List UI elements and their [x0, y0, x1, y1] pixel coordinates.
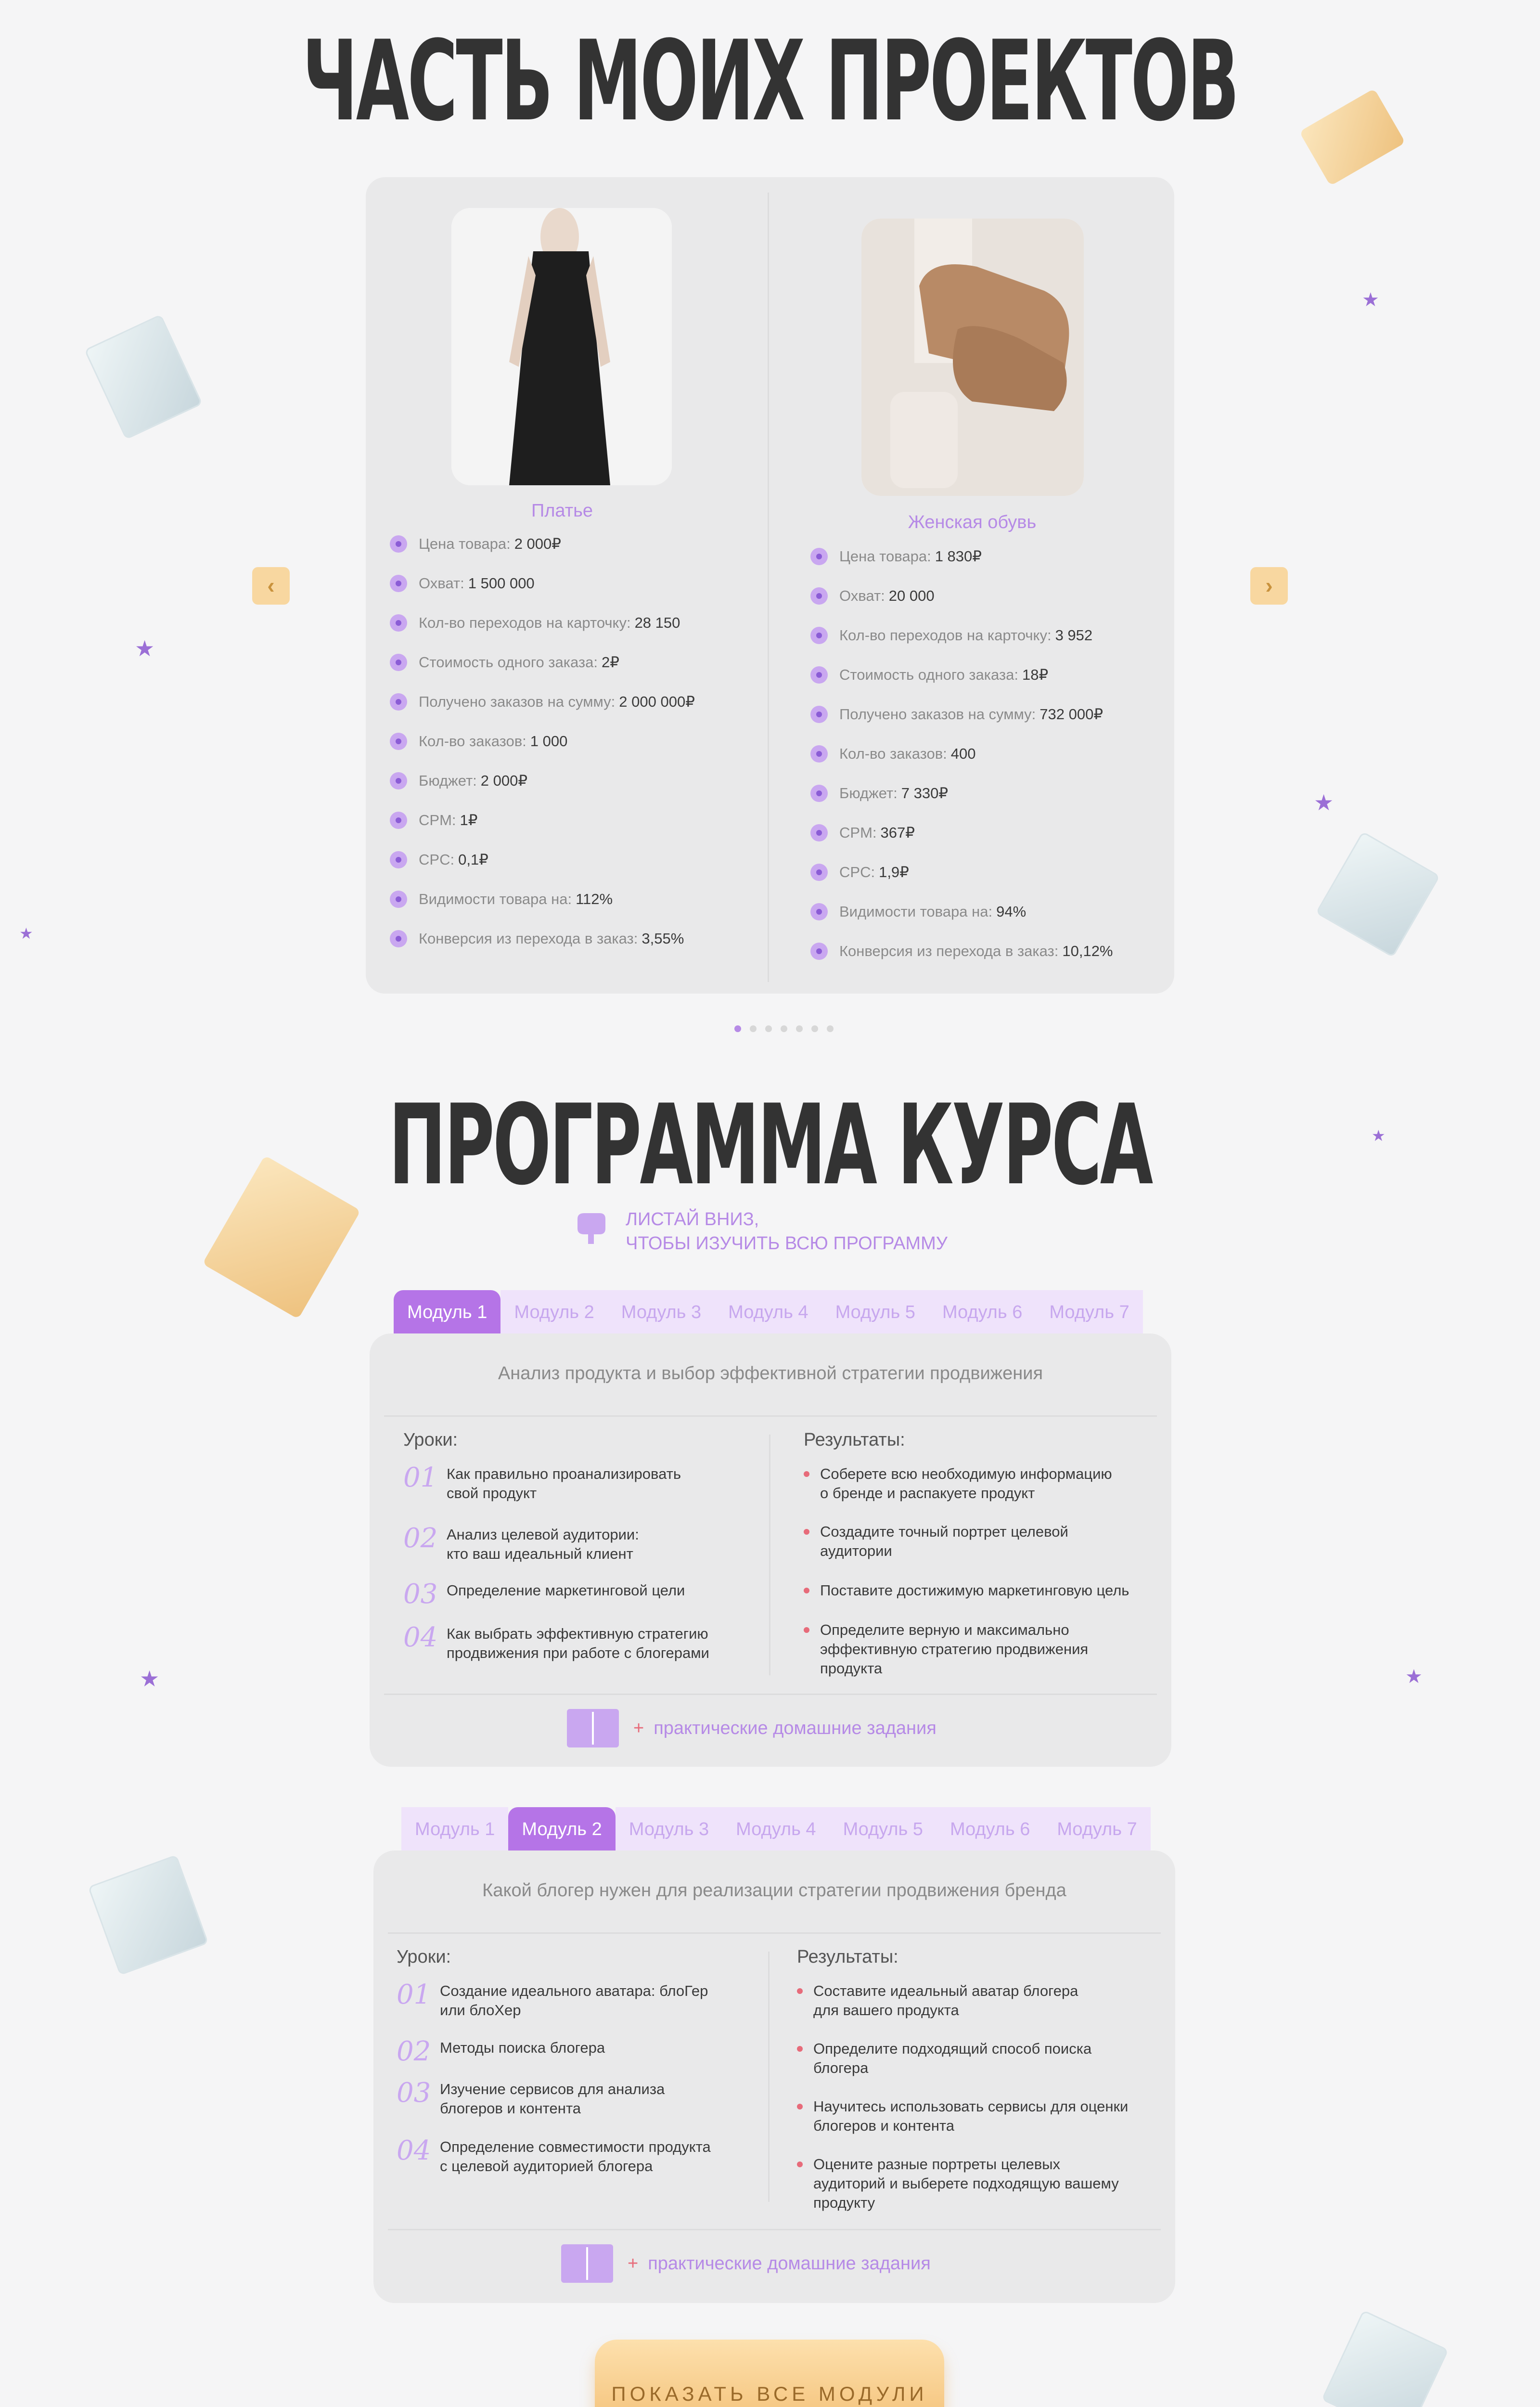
stat-row	[810, 943, 1113, 960]
stat-row	[390, 930, 684, 947]
result-text: Создадите точный портрет целевой	[820, 1523, 1068, 1540]
star-icon: ★	[140, 1666, 160, 1691]
result-text: Определите подходящий способ поиска	[813, 2040, 1092, 2057]
stat-value: 2 000₽	[514, 535, 562, 552]
lesson-text: Создание идеального аватара: блоГер	[440, 1982, 708, 1999]
result-text: Составите идеальный аватар блогера	[813, 1982, 1078, 1999]
stat-value: 28 150	[634, 614, 680, 631]
lesson-text: Как правильно проанализировать	[447, 1465, 681, 1482]
dress-photo	[451, 208, 672, 485]
stat-value: 20 000	[888, 587, 935, 604]
stat-label: CPM:	[839, 824, 877, 841]
carousel-dot[interactable]	[781, 1025, 787, 1032]
lesson-number: 03	[403, 1579, 438, 1610]
stat-value: 94%	[996, 903, 1027, 920]
result-text: о бренде и распакуете продукт	[820, 1485, 1035, 1501]
result-text: блогеров и контента	[813, 2117, 954, 2134]
lessons-heading: Уроки:	[403, 1430, 458, 1450]
hint-line: ЧТОБЫ ИЗУЧИТЬ ВСЮ ПРОГРАММУ	[626, 1233, 948, 1254]
visibility-icon	[390, 891, 407, 908]
module-card-1	[370, 1333, 1171, 1767]
result-item	[797, 2039, 1091, 2078]
lesson-text: Определение совместимости продукта	[440, 2138, 711, 2155]
stat-value: 400	[950, 745, 976, 762]
stat-value: 1 830₽	[935, 548, 982, 565]
lesson-item	[397, 2077, 665, 2118]
revenue-icon	[810, 706, 828, 723]
lesson-text: продвижения при работе с блогерами	[447, 1644, 709, 1661]
stat-row	[390, 693, 695, 711]
stat-row	[390, 733, 567, 750]
revenue-icon	[390, 693, 407, 711]
stat-label: Цена товара:	[419, 535, 511, 552]
tab-module-7[interactable]: Модуль 7	[1043, 1807, 1150, 1851]
cpm-icon	[390, 812, 407, 829]
stat-label: Цена товара:	[839, 548, 931, 565]
tab-module-2[interactable]: Модуль 2	[500, 1290, 607, 1334]
reach-icon	[390, 575, 407, 592]
money-roll-image	[88, 1854, 208, 1975]
divider	[388, 1932, 1161, 1934]
stat-value: 112%	[576, 891, 613, 907]
stat-row	[390, 891, 613, 908]
lesson-number: 02	[403, 1523, 438, 1554]
stat-row	[390, 654, 619, 671]
result-item	[797, 2097, 1128, 2135]
lesson-item	[403, 1525, 639, 1564]
money-roll-image	[84, 314, 203, 440]
tab-module-6[interactable]: Модуль 6	[937, 1807, 1043, 1851]
stat-label: Видимости товара на:	[419, 891, 572, 907]
result-text: для вашего продукта	[813, 2002, 959, 2019]
stat-value: 1,9₽	[879, 864, 909, 880]
lesson-number: 04	[403, 1622, 438, 1653]
star-icon: ★	[1362, 289, 1379, 311]
result-text: эффективную стратегию продвижения	[820, 1641, 1089, 1657]
homework-label: практические домашние задания	[654, 1718, 937, 1738]
stat-label: CPM:	[419, 812, 456, 828]
cpc-icon	[390, 851, 407, 868]
plus-sign: +	[628, 2253, 639, 2274]
visibility-icon	[810, 903, 828, 920]
stat-row	[810, 864, 909, 881]
star-icon: ★	[135, 636, 155, 661]
result-text: Определите верную и максимально	[820, 1621, 1069, 1638]
projects-divider	[768, 193, 769, 982]
stat-label: Кол-во переходов на карточку:	[419, 614, 631, 631]
stat-value: 3 952	[1055, 627, 1093, 644]
hint-line: ЛИСТАЙ ВНИЗ,	[626, 1209, 759, 1229]
module-tabs-2	[401, 1807, 1151, 1851]
result-item	[804, 1464, 1112, 1503]
stat-value: 732 000₽	[1040, 706, 1104, 723]
money-roll-image	[1322, 2310, 1449, 2407]
stat-row	[810, 666, 1048, 684]
result-item	[804, 1581, 1129, 1600]
result-item	[804, 1620, 1088, 1678]
result-text: продукту	[813, 2194, 875, 2211]
stat-value: 3,55%	[642, 930, 684, 947]
lesson-number: 03	[397, 2077, 431, 2109]
stat-row	[810, 627, 1092, 644]
stat-label: Охват:	[419, 575, 464, 592]
stat-label: Получено заказов на сумму:	[839, 706, 1036, 723]
lesson-item	[397, 1981, 708, 2020]
divider	[384, 1415, 1157, 1417]
order-cost-icon	[390, 654, 407, 671]
results-heading: Результаты:	[804, 1430, 905, 1450]
divider	[384, 1694, 1157, 1695]
homework-row	[561, 2244, 931, 2283]
star-icon: ★	[1372, 1127, 1386, 1144]
stat-value: 2 000₽	[480, 772, 528, 789]
stat-label: CPC:	[839, 864, 875, 880]
result-text: Поставите достижимую маркетинговую цель	[820, 1582, 1129, 1599]
results-heading: Результаты:	[797, 1947, 898, 1967]
clicks-icon	[810, 627, 828, 644]
tab-module-4[interactable]: Модуль 4	[722, 1807, 829, 1851]
stat-value: 1₽	[460, 812, 478, 828]
stat-value: 1 500 000	[468, 575, 535, 592]
tab-module-5[interactable]: Модуль 5	[830, 1807, 937, 1851]
stat-label: Бюджет:	[419, 772, 477, 789]
carousel-dot-active[interactable]	[734, 1025, 741, 1032]
carousel-dot[interactable]	[811, 1025, 818, 1032]
stat-label: Кол-во заказов:	[419, 733, 526, 750]
stat-label: Стоимость одного заказа:	[419, 654, 598, 671]
result-text: Научитесь использовать сервисы для оценки	[813, 2098, 1129, 2115]
tab-module-3[interactable]: Модуль 3	[616, 1807, 722, 1851]
price-icon	[810, 548, 828, 565]
lesson-text: кто ваш идеальный клиент	[447, 1545, 633, 1562]
stat-row	[390, 575, 535, 592]
stat-row	[810, 785, 948, 802]
lesson-item	[397, 2038, 605, 2065]
result-text: аудиторий и выберете подходящую вашему	[813, 2175, 1119, 2192]
carousel-next-button[interactable]: ›	[1250, 567, 1288, 605]
divider	[769, 1435, 770, 1675]
stat-label: Бюджет:	[839, 785, 898, 802]
tab-module-7[interactable]: Модуль 7	[1036, 1290, 1142, 1334]
lesson-number: 04	[397, 2135, 431, 2166]
lesson-text: Как выбрать эффективную стратегию	[447, 1625, 708, 1642]
carousel-pagination	[734, 1025, 834, 1032]
stat-label: Конверсия из перехода в заказ:	[419, 930, 638, 947]
carousel-dot[interactable]	[827, 1025, 834, 1032]
star-icon: ★	[19, 925, 33, 942]
tab-module-4[interactable]: Модуль 4	[715, 1290, 821, 1334]
order-cost-icon	[810, 666, 828, 684]
stat-value: 7 330₽	[901, 785, 949, 802]
tab-module-1[interactable]: Модуль 1	[401, 1807, 508, 1851]
stat-value: 0,1₽	[458, 851, 488, 868]
star-icon: ★	[1405, 1666, 1423, 1687]
product-name-shoes: Женская обувь	[908, 512, 1037, 532]
stat-value: 367₽	[880, 824, 915, 841]
show-all-modules-button[interactable]: ПОКАЗАТЬ ВСЕ МОДУЛИ	[595, 2340, 944, 2407]
lesson-text: или блоХер	[440, 2002, 521, 2019]
result-text: блогера	[813, 2059, 869, 2076]
stat-value: 2 000 000₽	[619, 693, 695, 710]
lesson-text: с целевой аудиторией блогера	[440, 2158, 653, 2174]
divider	[768, 1952, 770, 2202]
cpm-icon	[810, 824, 828, 841]
stat-label: Стоимость одного заказа:	[839, 666, 1018, 683]
tab-module-6[interactable]: Модуль 6	[929, 1290, 1036, 1334]
lesson-number: 01	[403, 1462, 438, 1493]
shoes-photo	[861, 219, 1084, 496]
result-item	[804, 1522, 1068, 1561]
stat-value: 18₽	[1022, 666, 1049, 683]
stat-row	[390, 614, 680, 632]
stat-row	[810, 587, 935, 605]
stat-row	[810, 745, 976, 763]
book-icon	[561, 2244, 613, 2283]
lesson-text: Определение маркетинговой цели	[447, 1582, 685, 1599]
stat-row	[810, 548, 982, 565]
carousel-dot[interactable]	[796, 1025, 803, 1032]
lesson-text: свой продукт	[447, 1485, 537, 1501]
stat-value: 10,12%	[1062, 943, 1113, 959]
lesson-text: блогеров и контента	[440, 2100, 581, 2117]
lesson-text: Методы поиска блогера	[440, 2039, 605, 2056]
lesson-item	[397, 2137, 711, 2176]
lesson-number: 01	[397, 1979, 431, 2010]
price-icon	[390, 535, 407, 553]
product-name-dress: Платье	[531, 501, 593, 521]
orders-icon	[390, 733, 407, 750]
result-text: продукта	[820, 1660, 883, 1677]
stat-label: Конверсия из перехода в заказ:	[839, 943, 1059, 959]
carousel-prev-button[interactable]: ‹	[252, 567, 290, 605]
stat-value: 1 000	[530, 733, 568, 750]
projects-title: ЧАСТЬ МОИХ ПРОЕКТОВ	[302, 17, 1238, 146]
result-text: Оцените разные портреты целевых	[813, 2156, 1061, 2173]
lesson-text: Изучение сервисов для анализа	[440, 2081, 665, 2097]
result-item	[797, 2155, 1119, 2213]
tab-module-2[interactable]: Модуль 2	[508, 1807, 615, 1851]
stat-row	[810, 706, 1103, 723]
lesson-text: Анализ целевой аудитории:	[447, 1526, 639, 1543]
program-title: ПРОГРАММА КУРСА	[388, 1081, 1152, 1210]
conversion-icon	[810, 943, 828, 960]
stat-row	[390, 535, 561, 553]
stat-label: Охват:	[839, 587, 885, 604]
scroll-hand-icon	[573, 1209, 611, 1248]
stat-row	[390, 812, 477, 829]
stat-label: Кол-во заказов:	[839, 745, 947, 762]
stat-value: 2₽	[601, 654, 619, 671]
stat-label: Видимости товара на:	[839, 903, 993, 920]
module-title: Какой блогер нужен для реализации стратегии продвижения бренда	[482, 1880, 1066, 1901]
lesson-item	[403, 1581, 685, 1608]
homework-label: практические домашние задания	[648, 2253, 931, 2274]
budget-icon	[390, 772, 407, 789]
stat-label: Кол-во переходов на карточку:	[839, 627, 1052, 644]
lessons-heading: Уроки:	[397, 1947, 451, 1967]
result-text: Соберете всю необходимую информацию	[820, 1465, 1112, 1482]
result-item	[797, 1981, 1078, 2020]
lesson-item	[403, 1464, 681, 1503]
lesson-item	[403, 1624, 709, 1663]
plus-sign: +	[633, 1718, 644, 1738]
stat-row	[390, 772, 527, 789]
gold-bar-image	[1299, 89, 1406, 186]
conversion-icon	[390, 930, 407, 947]
homework-row	[567, 1709, 937, 1747]
carousel-dot[interactable]	[750, 1025, 757, 1032]
module-tabs-1	[394, 1290, 1143, 1334]
clicks-icon	[390, 614, 407, 632]
scroll-hint	[626, 1207, 948, 1255]
module-title: Анализ продукта и выбор эффективной стратегии продвижения	[498, 1363, 1043, 1384]
stat-row	[810, 824, 915, 841]
module-card-2	[373, 1851, 1175, 2303]
lesson-number: 02	[397, 2036, 431, 2067]
cpc-icon	[810, 864, 828, 881]
orders-icon	[810, 745, 828, 763]
money-roll-image	[1315, 831, 1440, 958]
budget-icon	[810, 785, 828, 802]
star-icon: ★	[1314, 790, 1334, 815]
tab-module-5[interactable]: Модуль 5	[822, 1290, 929, 1334]
tab-module-1[interactable]: Модуль 1	[394, 1290, 500, 1334]
reach-icon	[810, 587, 828, 605]
stat-row	[810, 903, 1026, 920]
stat-label: CPC:	[419, 851, 455, 868]
result-text: аудитории	[820, 1542, 892, 1559]
tab-module-3[interactable]: Модуль 3	[608, 1290, 715, 1334]
stat-row	[390, 851, 488, 868]
divider	[388, 2229, 1161, 2230]
stat-label: Получено заказов на сумму:	[419, 693, 616, 710]
book-icon	[567, 1709, 619, 1747]
carousel-dot[interactable]	[765, 1025, 772, 1032]
